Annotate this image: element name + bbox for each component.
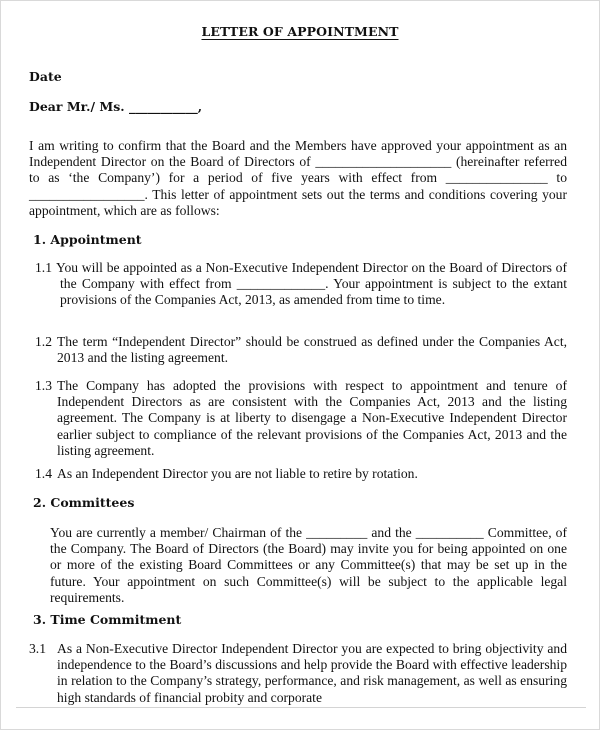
- page-break-rule: [16, 707, 586, 708]
- clause-number: 1.1: [35, 260, 52, 275]
- clause-number: 1.2: [35, 334, 52, 349]
- clause-text: The Company has adopted the provisions with respect to appointment and tenure of Independent Directors as are consistent with the Companies Act, 2013 and the listing agreement. The Company is at liberty to disengage a Non-Executive Independent Director earlier subject to compliance of the relevant provisions of the Companies Act, 2013 and the listing agreement.: [57, 378, 567, 458]
- section-heading-appointment: 1. Appointment: [33, 232, 142, 247]
- date-label: Date: [29, 69, 62, 84]
- intro-paragraph: I am writing to confirm that the Board and the Members have approved your appointment as an Independent Director on the Board of Directors of ____________________ (hereinafter referred to as ‘the Company’) for a period of five years with effect from _______________ to _________________. This letter of appointment sets out the terms and conditions covering your appointment, which are as follows:: [29, 138, 567, 218]
- clause-text: As a Non-Executive Director Independent Director you are expected to bring objectivity and independence to the Board’s discussions and help provide the Board with effective leadership in relation to the Company’s strategy, performance, and risk management, as well as ensuring high standards of financial probity and corporate: [57, 641, 567, 705]
- clause-text: As an Independent Director you are not liable to retire by rotation.: [57, 466, 418, 481]
- clause-1-1: [35, 260, 567, 309]
- clause-1-2: [35, 334, 567, 366]
- clause-1-3: [35, 378, 567, 459]
- document-title: LETTER OF APPOINTMENT: [201, 24, 399, 39]
- clause-text: The term “Independent Director” should be construed as defined under the Companies Act, 2013 and the listing agreement.: [57, 334, 567, 366]
- clause-text: You will be appointed as a Non-Executive Independent Director on the Board of Directors of the Company with effect from _____________. Your appointment is subject to the extant provisions of the Companies Act, 2013, as amended from time to time.: [56, 260, 567, 308]
- committees-paragraph: You are currently a member/ Chairman of the _________ and the __________ Committee, of the Company. The Board of Directors (the Board) may invite you for being appointed on one or more of the existing Board Committees or any Committee(s) that may be set up in the future. Your appointment on such Committee(s) will be subject to the applicable legal requirements.: [50, 525, 567, 605]
- section-heading-committees: 2. Committees: [33, 495, 135, 510]
- section-heading-time-commitment: 3. Time Commitment: [33, 612, 182, 627]
- clause-number: 1.3: [35, 378, 52, 393]
- clause-1-4: [35, 466, 567, 482]
- salutation: Dear Mr./ Ms. ___________,: [29, 99, 203, 114]
- clause-3-1: [29, 641, 567, 706]
- clause-number: 1.4: [35, 466, 52, 481]
- clause-number: 3.1: [29, 641, 46, 656]
